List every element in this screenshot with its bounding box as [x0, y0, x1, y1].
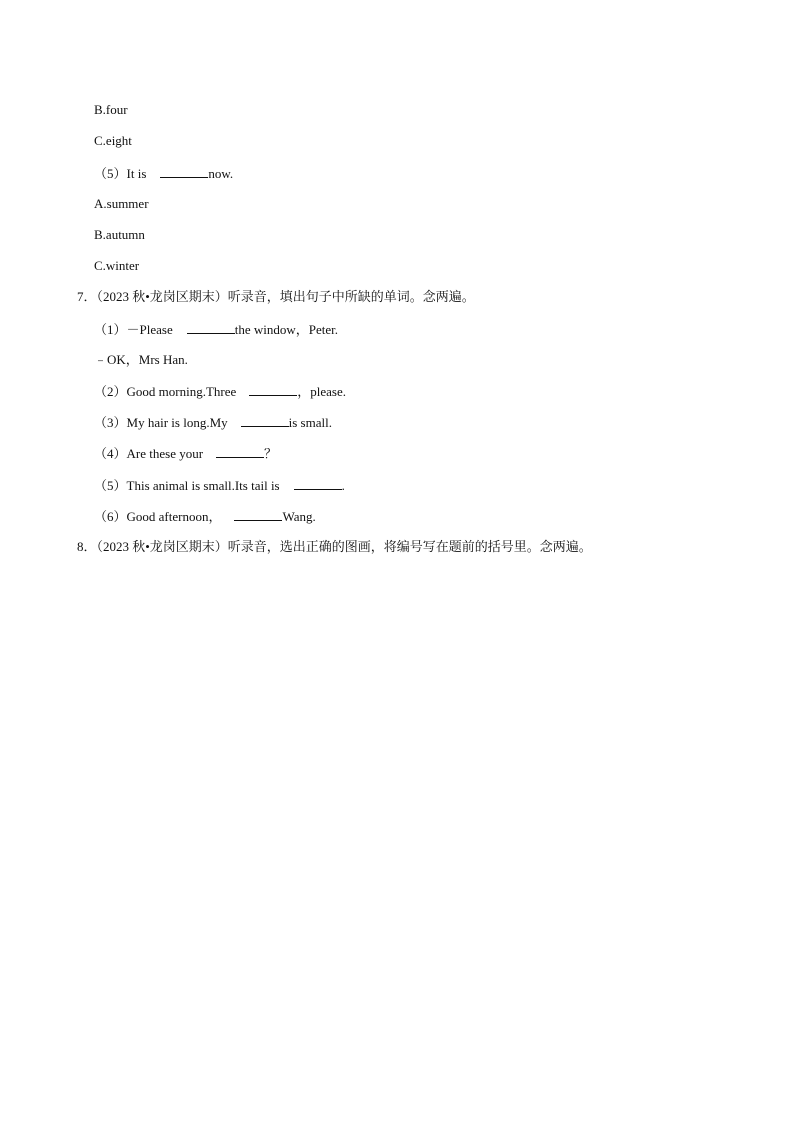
answer-blank[interactable] — [234, 507, 282, 521]
answer-blank[interactable] — [216, 444, 264, 458]
sentence-number: （2） — [94, 384, 127, 399]
sentence-number: （3） — [94, 415, 127, 430]
sentence-number: （5） — [94, 166, 127, 181]
sentence-text-after: the window，Peter. — [234, 322, 338, 337]
answer-blank[interactable] — [294, 476, 342, 490]
sentence-7-3 — [94, 413, 332, 432]
sentence-6-5 — [94, 164, 233, 183]
option-b-autumn: B.autumn — [94, 227, 145, 242]
sentence-text-after: ，please. — [297, 384, 347, 399]
sentence-7-5 — [94, 476, 345, 495]
sentence-7-1-reply: ﹣OK，Mrs Han. — [94, 352, 188, 367]
sentence-text-after: ？ — [264, 446, 278, 461]
sentence-7-4 — [94, 444, 277, 463]
answer-blank[interactable] — [187, 320, 235, 334]
sentence-text-after: now. — [208, 166, 234, 181]
answer-blank[interactable] — [249, 382, 297, 396]
answer-blank[interactable] — [160, 164, 208, 178]
sentence-text: My hair is long.My — [126, 415, 228, 430]
option-a-summer: A.summer — [94, 196, 149, 211]
sentence-7-2 — [94, 382, 346, 401]
sentence-number: （4） — [94, 446, 127, 461]
sentence-number: （5） — [94, 478, 127, 493]
sentence-number: （6） — [94, 509, 127, 524]
sentence-7-6 — [94, 507, 316, 526]
option-b-four: B.four — [94, 102, 128, 117]
sentence-7-1 — [94, 320, 338, 339]
sentence-number: （1） — [94, 322, 127, 337]
sentence-text: Are these your — [126, 446, 204, 461]
sentence-text: Good morning.Three — [126, 384, 237, 399]
question-8-title: 8．（2023 秋•龙岗区期末）听录音，选出正确的图画，将编号写在题前的括号里。念两遍。 — [77, 539, 592, 554]
sentence-text-after: . — [341, 478, 345, 493]
answer-blank[interactable] — [241, 413, 289, 427]
sentence-text: It is — [126, 166, 147, 181]
sentence-text: This animal is small.Its tail is — [126, 478, 280, 493]
option-c-winter: C.winter — [94, 258, 140, 273]
sentence-text-after: is small. — [288, 415, 332, 430]
sentence-text: Good afternoon， — [126, 509, 222, 524]
sentence-text: －Please — [126, 322, 173, 337]
option-c-eight: C.eight — [94, 133, 132, 148]
sentence-text-after: Wang. — [282, 509, 316, 524]
question-7-title: 7．（2023 秋•龙岗区期末）听录音，填出句子中所缺的单词。念两遍。 — [77, 289, 475, 304]
